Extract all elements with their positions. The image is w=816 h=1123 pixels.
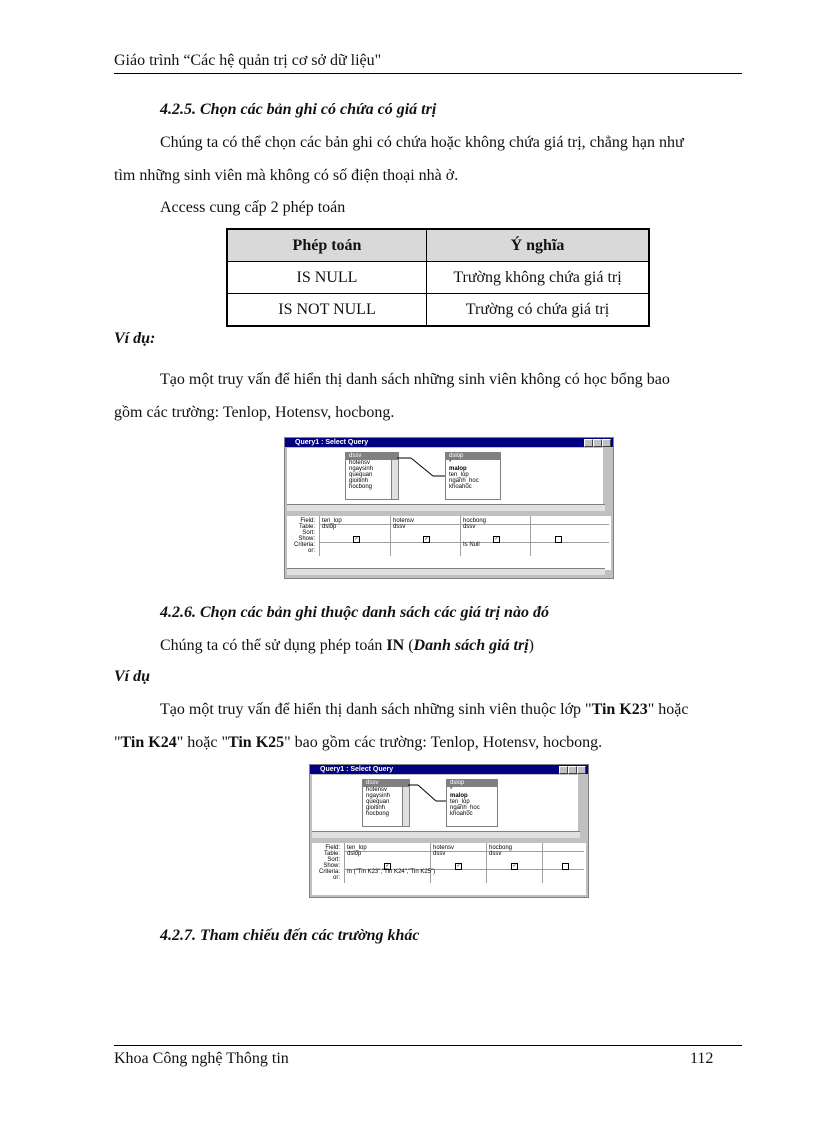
field-list-title: dslop xyxy=(447,780,497,787)
grid-line xyxy=(344,843,345,883)
paragraph-line: Tạo một truy vấn để hiển thị danh sách những sinh viên không có học bổng bao xyxy=(160,371,670,388)
grid-line xyxy=(486,843,487,883)
paragraph-line: gồm các trường: Tenlop, Hotensv, hocbong. xyxy=(114,404,395,421)
horizontal-scrollbar[interactable] xyxy=(287,504,605,511)
design-grid xyxy=(287,516,611,570)
field-item: ngaysinh xyxy=(349,466,374,472)
running-header: Giáo trình “Các hệ quản trị cơ sở dữ liệu" xyxy=(114,52,382,69)
window-title: Query1 : Select Query xyxy=(285,438,613,447)
table-header-row xyxy=(227,229,649,262)
operators-table xyxy=(226,228,650,327)
grid-table-cell[interactable]: dslop xyxy=(322,524,337,530)
field-list-title: dssv xyxy=(346,453,398,460)
table-cell: Trường không chứa giá trị xyxy=(427,262,650,294)
grid-line xyxy=(542,843,543,883)
table-row xyxy=(227,294,649,327)
field-item: khoahoc xyxy=(450,811,473,817)
text-run: Tạo một truy vấn để hiển thị danh sách những sinh viên thuộc lớp " xyxy=(160,701,592,718)
footer-rule xyxy=(114,1045,742,1046)
field-list-title: dslop xyxy=(446,453,500,460)
example-label: Ví dụ: xyxy=(114,330,156,347)
field-item: malop xyxy=(450,793,468,799)
field-list-dslop xyxy=(445,452,501,500)
row-label: Table: xyxy=(323,851,340,857)
close-icon xyxy=(577,766,586,774)
paragraph-line xyxy=(160,701,689,719)
grid-field-cell[interactable]: hocbong xyxy=(489,845,513,851)
grid-field-cell[interactable]: hocbong xyxy=(463,518,487,524)
row-label: Sort: xyxy=(327,857,340,863)
field-item: hotensv xyxy=(349,460,371,466)
field-item: malop xyxy=(449,466,467,472)
field-item: quequan xyxy=(349,472,373,478)
footer-department: Khoa Công nghệ Thông tin xyxy=(114,1050,289,1067)
field-item: nganh_hoc xyxy=(450,805,480,811)
text-run-bold: Tin K23 xyxy=(591,701,648,718)
text-run-bold: IN xyxy=(386,637,405,654)
row-label: Field: xyxy=(325,845,340,851)
grid-criteria-cell[interactable]: In ("Tin K23","Tin K24","Tin K25") xyxy=(347,869,436,875)
grid-line xyxy=(530,516,531,556)
paragraph-line xyxy=(114,734,602,752)
row-label: Criteria: xyxy=(293,542,315,548)
paragraph-line: Chúng ta có thể chọn các bản ghi có chứa hoặc không chứa giá trị, chẳng hạn như xyxy=(160,134,684,151)
grid-line xyxy=(319,516,320,556)
grid-field-cell[interactable]: hotensv xyxy=(433,845,455,851)
text-run-bold: Tin K24 xyxy=(120,734,177,751)
row-label: Table: xyxy=(298,524,315,530)
horizontal-scrollbar[interactable] xyxy=(287,568,605,575)
field-list-dssv xyxy=(362,779,410,827)
text-run: ) xyxy=(528,637,534,654)
text-run: " xyxy=(114,734,121,751)
table-cell: IS NOT NULL xyxy=(227,294,427,327)
text-run-bold: Tin K25 xyxy=(227,734,285,751)
page-number: 112 xyxy=(690,1050,714,1067)
row-label: Field: xyxy=(300,518,315,524)
relationship-line xyxy=(408,775,448,833)
grid-line xyxy=(460,516,461,556)
grid-field-cell[interactable]: hotensv xyxy=(393,518,415,524)
example-label: Ví dụ xyxy=(114,668,151,685)
row-label: Sort: xyxy=(302,530,315,536)
show-checkbox[interactable]: ✓ xyxy=(385,863,390,869)
show-checkbox[interactable] xyxy=(555,536,562,543)
table-cell: IS NULL xyxy=(227,262,427,294)
maximize-icon xyxy=(568,766,577,774)
section-heading-427: 4.2.7. Tham chiếu đến các trường khác xyxy=(160,927,420,944)
row-label: Show: xyxy=(298,536,315,542)
field-item: nganh_hoc xyxy=(449,478,479,484)
minimize-icon xyxy=(559,766,568,774)
field-list-title: dssv xyxy=(363,780,409,787)
grid-line xyxy=(344,851,584,852)
window-title: Query1 : Select Query xyxy=(310,765,588,774)
show-checkbox[interactable]: ✓ xyxy=(456,863,461,869)
field-item: gioitinh xyxy=(349,478,369,484)
field-item: khoahoc xyxy=(449,484,472,490)
text-run: " hoặc xyxy=(647,701,689,718)
show-checkbox[interactable]: ✓ xyxy=(494,536,499,542)
text-run: " hoặc " xyxy=(176,734,228,751)
design-grid xyxy=(312,843,586,895)
show-checkbox[interactable]: ✓ xyxy=(424,536,429,542)
paragraph-line: tìm những sinh viên mà không có số điện thoại nhà ở. xyxy=(114,167,459,184)
close-icon xyxy=(602,439,611,447)
text-run: " bao gồm các trường: Tenlop, Hotensv, hocbong. xyxy=(284,734,603,751)
table-header-cell: Ý nghĩa xyxy=(427,229,650,262)
row-label: or: xyxy=(332,875,340,881)
show-checkbox[interactable]: ✓ xyxy=(354,536,359,542)
relationship-line xyxy=(397,448,447,508)
text-run-bold-italic: Danh sách giá trị xyxy=(413,637,529,654)
row-label: Show: xyxy=(323,863,340,869)
table-pane xyxy=(287,448,603,508)
grid-table-cell[interactable]: dslop xyxy=(347,851,362,857)
horizontal-scrollbar[interactable] xyxy=(312,831,580,838)
field-item: hotensv xyxy=(366,787,388,793)
grid-criteria-cell[interactable]: Is Null xyxy=(463,542,480,548)
row-label: or: xyxy=(307,548,315,554)
show-checkbox[interactable] xyxy=(562,863,569,870)
field-item: * xyxy=(450,787,453,793)
field-item: gioitinh xyxy=(366,805,386,811)
field-item: ngaysinh xyxy=(366,793,391,799)
field-item: quequan xyxy=(366,799,390,805)
row-label: Criteria: xyxy=(318,869,340,875)
field-item: ten_lop xyxy=(449,472,469,478)
grid-table-cell[interactable]: dssv xyxy=(489,851,502,857)
paragraph-line: Access cung cấp 2 phép toán xyxy=(160,199,346,216)
field-item: ten_lop xyxy=(450,799,470,805)
table-row xyxy=(227,262,649,294)
field-list-dslop xyxy=(446,779,498,827)
show-checkbox[interactable]: ✓ xyxy=(512,863,517,869)
minimize-icon xyxy=(584,439,593,447)
section-heading-426: 4.2.6. Chọn các bản ghi thuộc danh sách các giá trị nào đó xyxy=(160,604,549,621)
field-item: hocbong xyxy=(349,484,373,490)
maximize-icon xyxy=(593,439,602,447)
grid-table-cell[interactable]: dssv xyxy=(463,524,476,530)
grid-line xyxy=(430,843,431,883)
paragraph-line xyxy=(160,637,534,655)
table-pane xyxy=(312,775,578,833)
section-heading-425: 4.2.5. Chọn các bản ghi có chứa có giá trị xyxy=(160,101,437,118)
grid-line xyxy=(390,516,391,556)
header-rule xyxy=(114,73,742,74)
grid-table-cell[interactable]: dssv xyxy=(433,851,446,857)
query-design-screenshot-2 xyxy=(309,764,589,898)
grid-table-cell[interactable]: dssv xyxy=(393,524,406,530)
grid-field-cell[interactable]: ten_lop xyxy=(347,845,367,851)
field-item: hocbong xyxy=(366,811,390,817)
grid-field-cell[interactable]: ten_lop xyxy=(322,518,342,524)
text-run: ( xyxy=(404,637,414,654)
query-design-screenshot-1 xyxy=(284,437,614,579)
table-cell: Trường có chứa giá trị xyxy=(427,294,650,327)
text-run: Chúng ta có thể sử dụng phép toán xyxy=(160,637,387,654)
table-header-cell: Phép toán xyxy=(227,229,427,262)
field-item: * xyxy=(449,460,452,466)
field-list-dssv xyxy=(345,452,399,500)
